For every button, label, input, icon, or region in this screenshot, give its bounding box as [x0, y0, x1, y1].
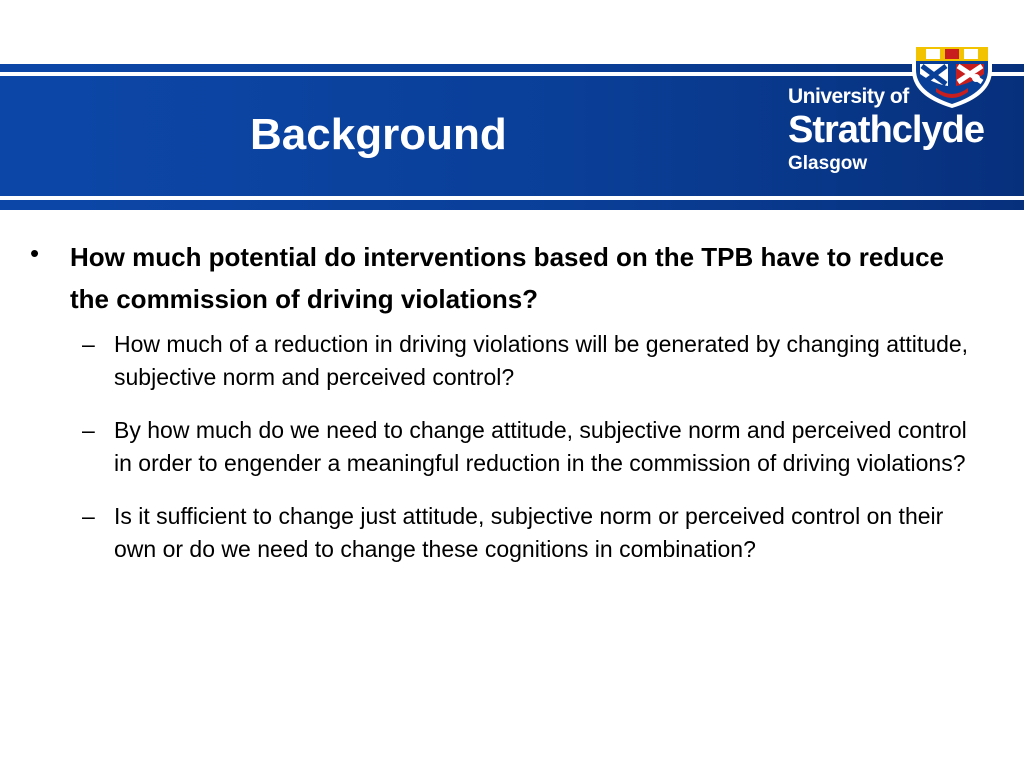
main-question: How much potential do interventions based on the TPB have to reduce the commission of driving violations? [70, 242, 944, 314]
sub-question-item [82, 414, 982, 480]
sub-question-item [82, 328, 982, 394]
dash-icon: – [82, 417, 95, 443]
header-stripe-bottom [0, 196, 1024, 200]
dash-icon: – [82, 503, 95, 529]
header-stripe-top [0, 72, 1024, 76]
sub-question-text: How much of a reduction in driving violations will be generated by changing attitude, subjective norm and perceived control? [114, 331, 969, 390]
bullet-icon: • [30, 238, 40, 268]
sub-question-text: By how much do we need to change attitude, subjective norm and perceived control in order to engender a meaningful reduction in the commission of driving violations? [114, 417, 967, 476]
logo-line-3: Glasgow [788, 153, 868, 174]
sub-question-item [82, 500, 982, 566]
slide-title: Background [250, 110, 507, 159]
university-crest-icon [906, 30, 998, 110]
logo-line-1: University of [788, 85, 909, 108]
dash-icon: – [82, 331, 95, 357]
logo-line-2: Strathclyde [788, 109, 984, 151]
sub-question-list [82, 328, 982, 586]
sub-question-text: Is it sufficient to change just attitude, subjective norm or perceived control on their own or do we need to change these cognitions in combination? [114, 503, 944, 562]
